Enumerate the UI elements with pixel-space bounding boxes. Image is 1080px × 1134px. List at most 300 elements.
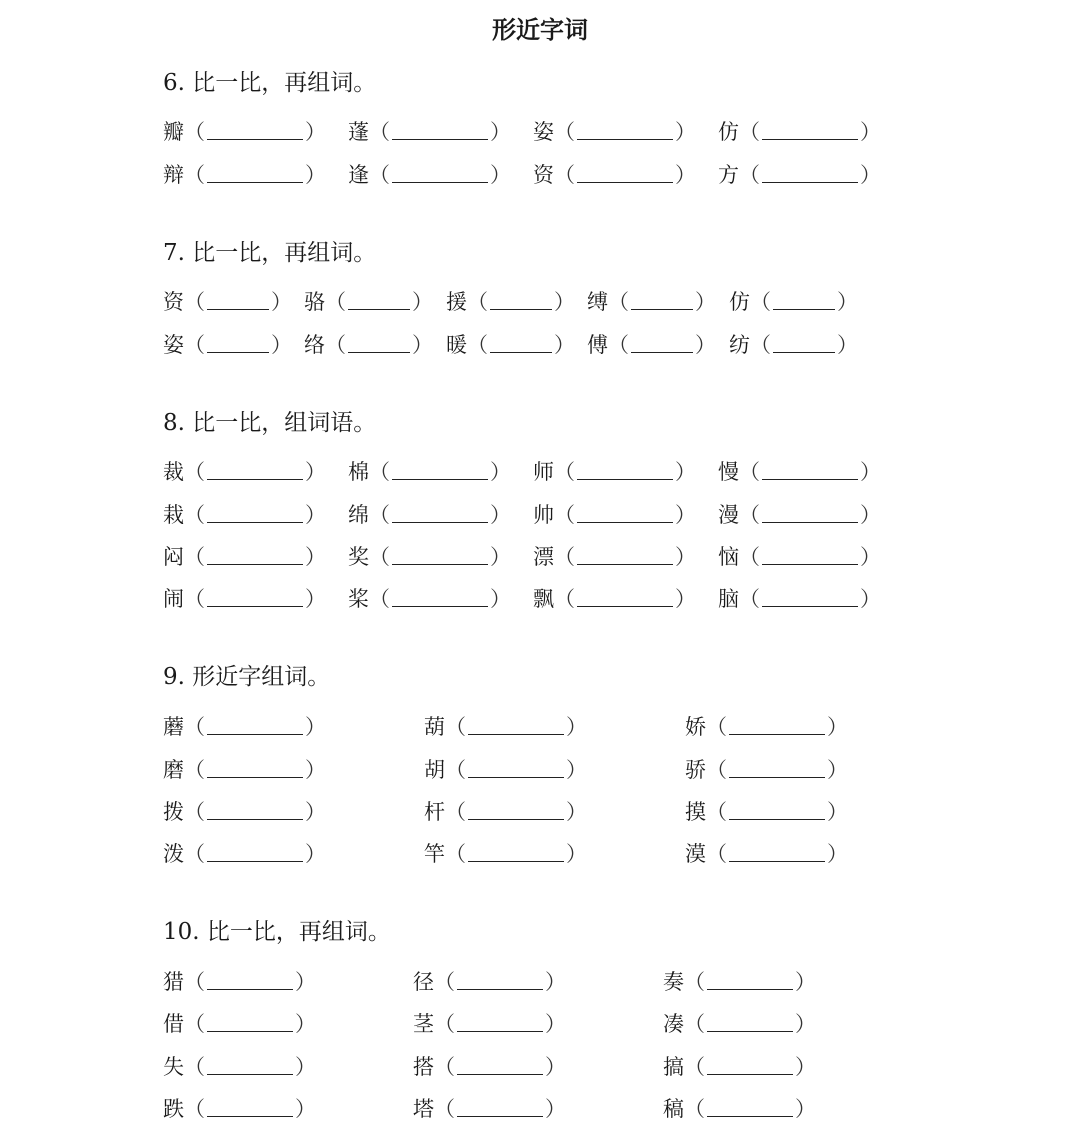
answer-blank[interactable] <box>392 500 488 523</box>
char-row <box>0 1094 1080 1124</box>
character: 摸 <box>685 800 706 824</box>
char-row <box>0 839 1080 869</box>
answer-blank[interactable] <box>729 839 825 862</box>
char-item <box>533 542 696 572</box>
open-paren: （ <box>184 460 205 484</box>
answer-blank[interactable] <box>207 160 303 183</box>
char-item <box>663 1009 816 1039</box>
open-paren: （ <box>184 503 205 527</box>
character: 棉 <box>348 460 369 484</box>
char-item <box>163 584 326 614</box>
char-item <box>348 542 511 572</box>
answer-blank[interactable] <box>348 287 410 310</box>
close-paren: ） <box>795 1097 816 1121</box>
character: 恼 <box>718 545 739 569</box>
char-item <box>413 967 566 997</box>
char-item <box>163 1009 316 1039</box>
open-paren: （ <box>184 842 205 866</box>
answer-blank[interactable] <box>762 584 858 607</box>
open-paren: （ <box>739 503 760 527</box>
character: 脑 <box>718 587 739 611</box>
char-item <box>163 967 316 997</box>
open-paren: （ <box>706 800 727 824</box>
exercise-heading: 6. 比一比，再组词。 <box>163 70 377 96</box>
close-paren: ） <box>490 120 511 144</box>
close-paren: ） <box>827 842 848 866</box>
exercise-heading: 8. 比一比，组词语。 <box>163 410 377 436</box>
char-item <box>718 584 881 614</box>
char-item <box>446 287 575 317</box>
open-paren: （ <box>684 1055 705 1079</box>
answer-blank[interactable] <box>348 330 410 353</box>
answer-blank[interactable] <box>207 287 269 310</box>
answer-blank[interactable] <box>207 542 303 565</box>
open-paren: （ <box>184 758 205 782</box>
close-paren: ） <box>860 460 881 484</box>
character: 搞 <box>663 1055 684 1079</box>
open-paren: （ <box>739 460 760 484</box>
answer-blank[interactable] <box>457 1094 543 1117</box>
answer-blank[interactable] <box>457 1052 543 1075</box>
answer-blank[interactable] <box>577 584 673 607</box>
close-paren: ） <box>305 120 326 144</box>
open-paren: （ <box>706 842 727 866</box>
open-paren: （ <box>739 545 760 569</box>
close-paren: ） <box>295 1055 316 1079</box>
open-paren: （ <box>184 970 205 994</box>
open-paren: （ <box>554 545 575 569</box>
open-paren: （ <box>445 758 466 782</box>
answer-blank[interactable] <box>707 1052 793 1075</box>
char-item <box>685 755 848 785</box>
close-paren: ） <box>545 970 566 994</box>
char-item <box>718 117 881 147</box>
character: 仿 <box>718 120 739 144</box>
answer-blank[interactable] <box>631 330 693 353</box>
close-paren: ） <box>271 290 292 314</box>
char-item <box>304 330 433 360</box>
character: 径 <box>413 970 434 994</box>
character: 仿 <box>729 290 750 314</box>
close-paren: ） <box>412 290 433 314</box>
char-item <box>163 839 326 869</box>
close-paren: ） <box>490 460 511 484</box>
open-paren: （ <box>706 715 727 739</box>
open-paren: （ <box>369 460 390 484</box>
open-paren: （ <box>184 800 205 824</box>
open-paren: （ <box>184 163 205 187</box>
close-paren: ） <box>545 1097 566 1121</box>
char-item <box>163 1094 316 1124</box>
open-paren: （ <box>445 800 466 824</box>
answer-blank[interactable] <box>392 584 488 607</box>
close-paren: ） <box>305 503 326 527</box>
open-paren: （ <box>554 163 575 187</box>
close-paren: ） <box>675 163 696 187</box>
char-item <box>163 712 326 742</box>
close-paren: ） <box>675 587 696 611</box>
answer-blank[interactable] <box>468 797 564 820</box>
char-item <box>413 1094 566 1124</box>
char-item <box>163 1052 316 1082</box>
close-paren: ） <box>554 333 575 357</box>
close-paren: ） <box>412 333 433 357</box>
answer-blank[interactable] <box>207 1094 293 1117</box>
char-row <box>0 797 1080 827</box>
char-row <box>0 500 1080 530</box>
character: 援 <box>446 290 467 314</box>
character: 磨 <box>163 758 184 782</box>
character: 茎 <box>413 1012 434 1036</box>
answer-blank[interactable] <box>392 160 488 183</box>
open-paren: （ <box>434 1012 455 1036</box>
answer-blank[interactable] <box>707 967 793 990</box>
char-item <box>685 712 848 742</box>
character: 桨 <box>348 587 369 611</box>
answer-blank[interactable] <box>577 160 673 183</box>
character: 蓬 <box>348 120 369 144</box>
open-paren: （ <box>554 120 575 144</box>
character: 跌 <box>163 1097 184 1121</box>
char-item <box>163 457 326 487</box>
close-paren: ） <box>295 1097 316 1121</box>
char-item <box>718 542 881 572</box>
character: 娇 <box>685 715 706 739</box>
char-item <box>348 117 511 147</box>
answer-blank[interactable] <box>207 330 269 353</box>
char-item <box>163 500 326 530</box>
close-paren: ） <box>795 1012 816 1036</box>
answer-blank[interactable] <box>631 287 693 310</box>
answer-blank[interactable] <box>729 797 825 820</box>
char-item <box>163 287 292 317</box>
char-item <box>348 160 511 190</box>
close-paren: ） <box>860 120 881 144</box>
open-paren: （ <box>750 333 771 357</box>
close-paren: ） <box>795 1055 816 1079</box>
close-paren: ） <box>305 842 326 866</box>
answer-blank[interactable] <box>490 330 552 353</box>
character: 失 <box>163 1055 184 1079</box>
close-paren: ） <box>554 290 575 314</box>
character: 泼 <box>163 842 184 866</box>
char-item <box>348 584 511 614</box>
open-paren: （ <box>445 842 466 866</box>
character: 漂 <box>533 545 554 569</box>
close-paren: ） <box>490 587 511 611</box>
answer-blank[interactable] <box>773 287 835 310</box>
char-row <box>0 712 1080 742</box>
char-item <box>163 160 326 190</box>
answer-blank[interactable] <box>207 500 303 523</box>
answer-blank[interactable] <box>762 500 858 523</box>
char-item <box>163 797 326 827</box>
char-item <box>424 755 587 785</box>
answer-blank[interactable] <box>207 1009 293 1032</box>
char-item <box>413 1052 566 1082</box>
close-paren: ） <box>827 800 848 824</box>
character: 资 <box>163 290 184 314</box>
close-paren: ） <box>490 503 511 527</box>
answer-blank[interactable] <box>457 967 543 990</box>
character: 竿 <box>424 842 445 866</box>
open-paren: （ <box>554 587 575 611</box>
char-item <box>533 117 696 147</box>
answer-blank[interactable] <box>207 1052 293 1075</box>
exercise-heading: 10. 比一比，再组词。 <box>163 919 391 945</box>
close-paren: ） <box>305 460 326 484</box>
character: 裁 <box>163 460 184 484</box>
answer-blank[interactable] <box>468 839 564 862</box>
char-row <box>0 755 1080 785</box>
char-item <box>587 330 716 360</box>
char-item <box>533 584 696 614</box>
answer-blank[interactable] <box>207 117 303 140</box>
char-row <box>0 542 1080 572</box>
close-paren: ） <box>795 970 816 994</box>
character: 慢 <box>718 460 739 484</box>
close-paren: ） <box>305 587 326 611</box>
char-item <box>718 500 881 530</box>
answer-blank[interactable] <box>577 542 673 565</box>
close-paren: ） <box>675 120 696 144</box>
char-item <box>446 330 575 360</box>
page-title: 形近字词 <box>492 16 588 44</box>
close-paren: ） <box>305 715 326 739</box>
close-paren: ） <box>827 758 848 782</box>
char-item <box>424 797 587 827</box>
character: 骆 <box>304 290 325 314</box>
character: 暖 <box>446 333 467 357</box>
open-paren: （ <box>434 1055 455 1079</box>
char-item <box>304 287 433 317</box>
open-paren: （ <box>554 460 575 484</box>
character: 绵 <box>348 503 369 527</box>
character: 方 <box>718 163 739 187</box>
exercise-heading: 7. 比一比，再组词。 <box>163 240 377 266</box>
close-paren: ） <box>695 290 716 314</box>
answer-blank[interactable] <box>729 755 825 778</box>
open-paren: （ <box>706 758 727 782</box>
character: 姿 <box>533 120 554 144</box>
char-item <box>685 839 848 869</box>
char-item <box>163 117 326 147</box>
character: 葫 <box>424 715 445 739</box>
close-paren: ） <box>566 758 587 782</box>
character: 蘑 <box>163 715 184 739</box>
close-paren: ） <box>860 503 881 527</box>
close-paren: ） <box>490 545 511 569</box>
answer-blank[interactable] <box>392 117 488 140</box>
character: 帅 <box>533 503 554 527</box>
open-paren: （ <box>184 1097 205 1121</box>
char-item <box>163 330 292 360</box>
close-paren: ） <box>675 460 696 484</box>
char-item <box>348 500 511 530</box>
character: 傅 <box>587 333 608 357</box>
answer-blank[interactable] <box>577 500 673 523</box>
character: 漫 <box>718 503 739 527</box>
char-row <box>0 1052 1080 1082</box>
open-paren: （ <box>369 587 390 611</box>
answer-blank[interactable] <box>762 117 858 140</box>
answer-blank[interactable] <box>577 117 673 140</box>
character: 奏 <box>663 970 684 994</box>
close-paren: ） <box>545 1055 566 1079</box>
open-paren: （ <box>467 290 488 314</box>
character: 塔 <box>413 1097 434 1121</box>
close-paren: ） <box>305 758 326 782</box>
answer-blank[interactable] <box>207 797 303 820</box>
character: 猎 <box>163 970 184 994</box>
char-row <box>0 160 1080 190</box>
answer-blank[interactable] <box>207 755 303 778</box>
char-row <box>0 1009 1080 1039</box>
answer-blank[interactable] <box>468 755 564 778</box>
char-item <box>533 457 696 487</box>
char-item <box>163 755 326 785</box>
close-paren: ） <box>566 715 587 739</box>
char-item <box>587 287 716 317</box>
close-paren: ） <box>566 842 587 866</box>
close-paren: ） <box>295 1012 316 1036</box>
open-paren: （ <box>445 715 466 739</box>
answer-blank[interactable] <box>392 457 488 480</box>
close-paren: ） <box>490 163 511 187</box>
close-paren: ） <box>305 163 326 187</box>
character: 胡 <box>424 758 445 782</box>
close-paren: ） <box>837 333 858 357</box>
character: 奖 <box>348 545 369 569</box>
char-item <box>424 712 587 742</box>
character: 逢 <box>348 163 369 187</box>
open-paren: （ <box>184 290 205 314</box>
character: 缚 <box>587 290 608 314</box>
open-paren: （ <box>369 545 390 569</box>
open-paren: （ <box>184 545 205 569</box>
answer-blank[interactable] <box>577 457 673 480</box>
close-paren: ） <box>305 800 326 824</box>
open-paren: （ <box>684 1097 705 1121</box>
character: 漠 <box>685 842 706 866</box>
answer-blank[interactable] <box>707 1009 793 1032</box>
char-row <box>0 117 1080 147</box>
answer-blank[interactable] <box>207 967 293 990</box>
close-paren: ） <box>675 503 696 527</box>
open-paren: （ <box>434 1097 455 1121</box>
character: 杆 <box>424 800 445 824</box>
close-paren: ） <box>305 545 326 569</box>
answer-blank[interactable] <box>729 712 825 735</box>
char-item <box>663 1052 816 1082</box>
open-paren: （ <box>184 333 205 357</box>
open-paren: （ <box>369 503 390 527</box>
char-item <box>424 839 587 869</box>
open-paren: （ <box>608 290 629 314</box>
character: 飘 <box>533 587 554 611</box>
answer-blank[interactable] <box>207 457 303 480</box>
close-paren: ） <box>675 545 696 569</box>
answer-blank[interactable] <box>392 542 488 565</box>
character: 络 <box>304 333 325 357</box>
char-row <box>0 584 1080 614</box>
answer-blank[interactable] <box>468 712 564 735</box>
character: 师 <box>533 460 554 484</box>
open-paren: （ <box>184 715 205 739</box>
character: 纺 <box>729 333 750 357</box>
char-item <box>533 160 696 190</box>
answer-blank[interactable] <box>207 712 303 735</box>
open-paren: （ <box>184 120 205 144</box>
character: 搭 <box>413 1055 434 1079</box>
close-paren: ） <box>566 800 587 824</box>
answer-blank[interactable] <box>457 1009 543 1032</box>
answer-blank[interactable] <box>762 542 858 565</box>
open-paren: （ <box>184 587 205 611</box>
answer-blank[interactable] <box>207 584 303 607</box>
close-paren: ） <box>860 587 881 611</box>
open-paren: （ <box>184 1055 205 1079</box>
exercise-heading: 9. 形近字组词。 <box>163 664 331 690</box>
answer-blank[interactable] <box>490 287 552 310</box>
close-paren: ） <box>271 333 292 357</box>
character: 资 <box>533 163 554 187</box>
close-paren: ） <box>295 970 316 994</box>
character: 稿 <box>663 1097 684 1121</box>
character: 凑 <box>663 1012 684 1036</box>
close-paren: ） <box>827 715 848 739</box>
character: 瓣 <box>163 120 184 144</box>
char-item <box>533 500 696 530</box>
open-paren: （ <box>608 333 629 357</box>
character: 拨 <box>163 800 184 824</box>
char-item <box>413 1009 566 1039</box>
open-paren: （ <box>739 587 760 611</box>
open-paren: （ <box>325 290 346 314</box>
open-paren: （ <box>739 163 760 187</box>
char-row <box>0 287 1080 317</box>
answer-blank[interactable] <box>773 330 835 353</box>
char-item <box>663 967 816 997</box>
answer-blank[interactable] <box>707 1094 793 1117</box>
open-paren: （ <box>684 970 705 994</box>
open-paren: （ <box>554 503 575 527</box>
close-paren: ） <box>837 290 858 314</box>
open-paren: （ <box>369 163 390 187</box>
char-item <box>348 457 511 487</box>
answer-blank[interactable] <box>762 457 858 480</box>
character: 骄 <box>685 758 706 782</box>
character: 闷 <box>163 545 184 569</box>
char-item <box>163 542 326 572</box>
close-paren: ） <box>545 1012 566 1036</box>
char-row <box>0 330 1080 360</box>
answer-blank[interactable] <box>207 839 303 862</box>
char-item <box>729 330 858 360</box>
char-item <box>718 160 881 190</box>
char-row <box>0 967 1080 997</box>
open-paren: （ <box>684 1012 705 1036</box>
char-row <box>0 457 1080 487</box>
open-paren: （ <box>467 333 488 357</box>
char-item <box>663 1094 816 1124</box>
character: 栽 <box>163 503 184 527</box>
char-item <box>685 797 848 827</box>
open-paren: （ <box>434 970 455 994</box>
answer-blank[interactable] <box>762 160 858 183</box>
open-paren: （ <box>750 290 771 314</box>
char-item <box>729 287 858 317</box>
